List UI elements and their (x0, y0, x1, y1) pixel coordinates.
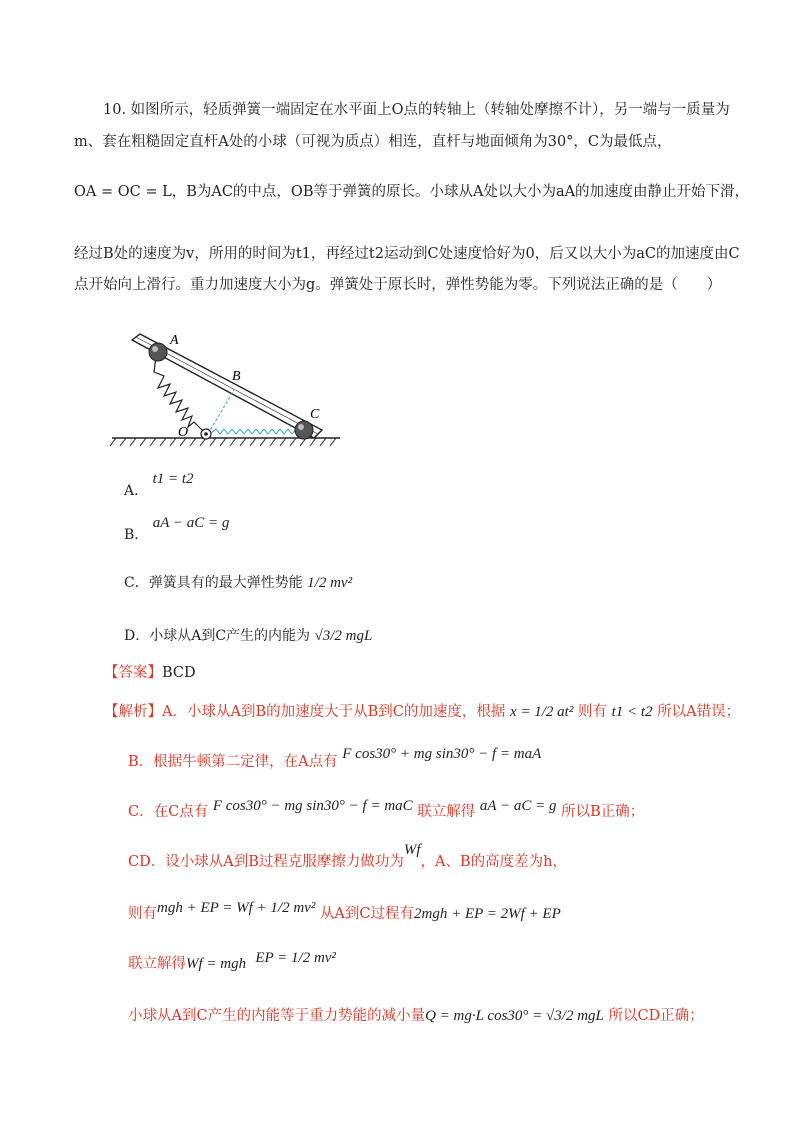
option-B-letter: B． (124, 527, 149, 543)
analysis-a-end: 所以A错误； (657, 704, 741, 720)
incline-spring-figure (108, 330, 348, 456)
option-D-text: 小球从A到C产生的内能为 (149, 628, 311, 644)
option-D-letter: D． (124, 628, 150, 644)
analysis-cd-wf: Wf (403, 842, 421, 858)
analysis-cd4-end: 所以CD正确； (608, 1008, 704, 1024)
option-C-formula: 1/2 mv² (307, 575, 353, 591)
label-A: A (170, 333, 179, 348)
analysis-cd-text: CD．设小球从A到B过程克服摩擦力做功为 (128, 854, 404, 870)
analysis-a-result: t1 < t2 (611, 704, 653, 720)
analysis-line-cd3 (128, 950, 336, 974)
question-line-3: OA = OC = L，B为AC的中点，OB等于弹簧的原长。小球从A处以大小为aA的加速度由静止开始下滑， (74, 184, 750, 200)
question-line-2: m、套在粗糙固定直杆A处的小球（可视为质点）相连，直杆与地面倾角为30°，C为最低点， (74, 134, 672, 150)
option-C[interactable] (124, 572, 352, 592)
analysis-cd3-f1: Wf = mgh (186, 956, 247, 972)
analysis-line-b (128, 746, 542, 772)
question-line-1 (103, 100, 730, 120)
option-C-text: 弹簧具有的最大弹性势能 (148, 575, 303, 591)
label-C: C (310, 407, 320, 422)
question-line-5: 点开始向上滑行。重力加速度大小为g。弹簧处于原长时，弹性势能为零。下列说法正确的是（ ） (74, 277, 722, 293)
option-C-letter: C． (124, 575, 149, 591)
analysis-a-text: A．小球从A到B的加速度大于从B到C的加速度，根据 (162, 704, 506, 720)
analysis-c-formula: F cos30° − mg sin30° − f = maC (212, 798, 413, 814)
answer-value: BCD (162, 665, 196, 681)
analysis-line-a (104, 702, 740, 722)
analysis-line-cd4 (128, 1006, 704, 1026)
analysis-cd2-f2: 2mgh + EP = 2Wf + EP (414, 906, 561, 922)
analysis-c-result: aA − aC = g (479, 798, 557, 814)
analysis-cd4-f: Q = mg·L cos30° = √3/2 mgL (425, 1008, 604, 1024)
option-D[interactable] (124, 625, 372, 645)
option-D-formula: √3/2 mgL (314, 628, 373, 644)
analysis-c-mid: 联立解得 (417, 804, 476, 820)
analysis-a-mid: 则有 (577, 704, 607, 720)
analysis-c-text: C．在C点有 (128, 804, 209, 820)
analysis-cd4-a: 小球从A到C产生的内能等于重力势能的减小量 (128, 1008, 426, 1024)
analysis-cd2-b: 从A到C过程有 (319, 906, 415, 922)
option-A-letter: A． (124, 483, 149, 499)
analysis-line-c (128, 798, 645, 822)
analysis-b-text: B．根据牛顿第二定律，在A点有 (128, 754, 338, 770)
analysis-cd3-f2: EP = 1/2 mv² (255, 950, 336, 966)
analysis-a-formula: x = 1/2 at² (509, 704, 574, 720)
option-A[interactable] (124, 468, 194, 499)
label-O: O (178, 425, 189, 440)
analysis-cd3-a: 联立解得 (128, 956, 186, 972)
analysis-cd-end: ，A、B的高度差为h， (420, 854, 567, 870)
question-text-1: 如图所示，轻质弹簧一端固定在水平面上O点的转轴上（转轴处摩擦不计），另一端与一质量为 (130, 102, 730, 118)
analysis-cd2-a: 则有 (128, 906, 157, 922)
question-number: 10. (103, 102, 127, 118)
label-B: B (232, 369, 241, 384)
option-A-formula: t1 = t2 (152, 471, 194, 487)
option-B-formula: aA − aC = g (152, 515, 230, 531)
analysis-line-cd (128, 842, 567, 872)
analysis-cd2-f1: mgh + EP = Wf + 1/2 mv² (157, 900, 316, 916)
question-line-4: 经过B处的速度为v，所用的时间为t1，再经过t2运动到C处速度恰好为0，后又以大小为aC的加速度由C (74, 246, 740, 262)
analysis-b-formula: F cos30° + mg sin30° − f = maA (342, 746, 542, 762)
answer-line (104, 663, 196, 683)
analysis-c-end: 所以B正确； (561, 804, 645, 820)
answer-tag: 【答案】 (104, 665, 162, 681)
analysis-line-cd2 (128, 900, 561, 924)
option-B[interactable] (124, 512, 230, 543)
analysis-tag: 【解析】 (104, 704, 162, 720)
